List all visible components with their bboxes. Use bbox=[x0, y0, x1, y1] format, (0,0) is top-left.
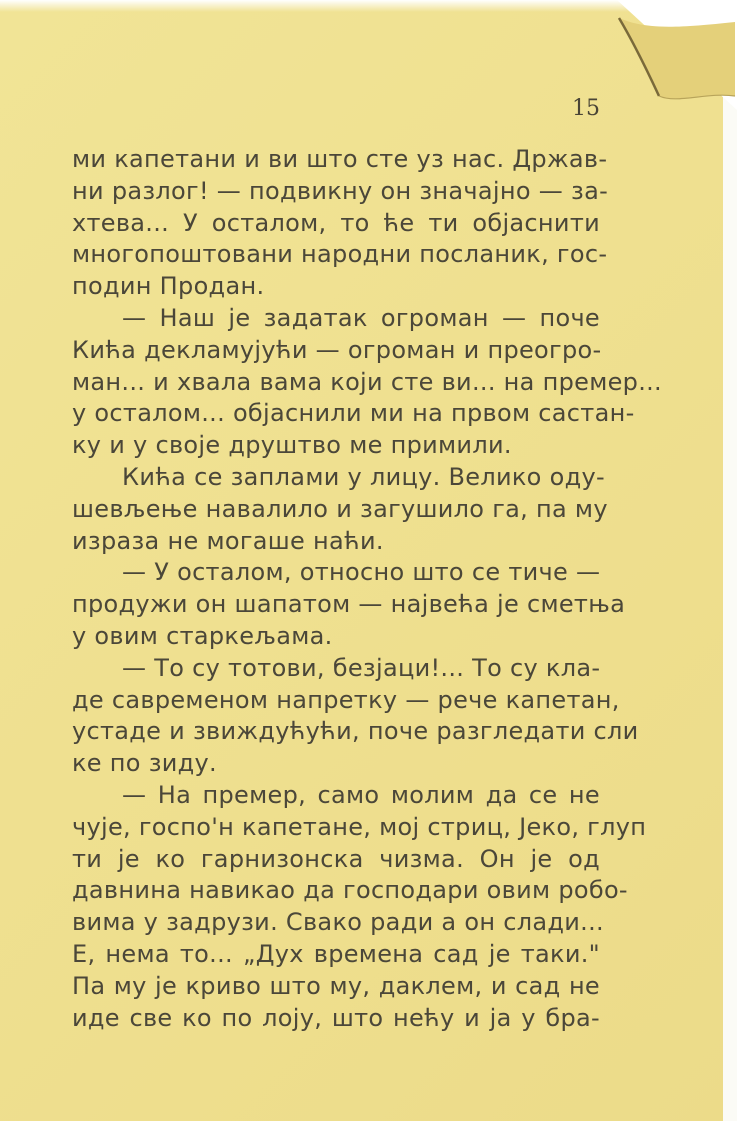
text-line: чује, госпо'н капетане, мој стриц, Јеко, глуп bbox=[72, 812, 647, 841]
text-line: — Наш је задатак огроман — поче bbox=[122, 303, 600, 332]
folded-corner-icon bbox=[617, 0, 737, 110]
text-line: шевљење навалило и загушило га, па му bbox=[72, 494, 608, 523]
text-line: — То су тотови, безјаци!... То су кла- bbox=[122, 653, 601, 682]
text-line: иде све ко по лоју, што нећу и ја у бра- bbox=[72, 1003, 600, 1032]
text-line: ке по зиду. bbox=[72, 749, 217, 778]
text-line: у овим старкељама. bbox=[72, 621, 333, 650]
text-line: устаде и звиждућући, поче разгледати сли bbox=[72, 717, 639, 746]
text-line: давнина навикао да господари овим робо- bbox=[72, 876, 628, 905]
text-line: де савременом напретку — рече капетан, bbox=[72, 685, 620, 714]
text-line: израза не могаше наћи. bbox=[72, 526, 384, 555]
page-right-margin bbox=[723, 0, 737, 1121]
text-line: Е, нема то... „Дух времена сад је таки." bbox=[72, 939, 600, 968]
body-text bbox=[72, 144, 662, 1034]
text-line: вима у задрузи. Свако ради а он слади... bbox=[72, 908, 604, 937]
text-line: ти је ко гарнизонска чизма. Он је од bbox=[72, 844, 600, 873]
text-line: — У осталом, относно што се тиче — bbox=[122, 558, 601, 587]
text-line: — На премер, само молим да се не bbox=[122, 780, 600, 809]
text-line: многопоштовани народни посланик, гос- bbox=[72, 240, 608, 269]
text-line: ман... и хвала вама који сте ви... на премер... bbox=[72, 367, 662, 396]
text-line: ми капетани и ви што сте уз нас. Држав- bbox=[72, 145, 608, 173]
text-line: Кића декламујући — огроман и преогро- bbox=[72, 335, 602, 364]
text-line: подин Продан. bbox=[72, 272, 265, 301]
text-line: ни разлог! — подвикну он значајно — за- bbox=[72, 176, 609, 205]
text-line: хтева... У осталом, то ће ти објаснити bbox=[72, 208, 600, 237]
text-line: ку и у своје друштво ме примили. bbox=[72, 431, 512, 460]
text-line: Кића се заплами у лицу. Велико оду- bbox=[122, 462, 605, 491]
text-line: у осталом... објаснили ми на првом састан- bbox=[72, 399, 635, 428]
page-number: 15 bbox=[572, 96, 600, 121]
text-line: Па му је криво што му, даклем, и сад не bbox=[72, 971, 600, 1000]
text-line: продужи он шапатом — највећа је сметња bbox=[72, 590, 626, 619]
